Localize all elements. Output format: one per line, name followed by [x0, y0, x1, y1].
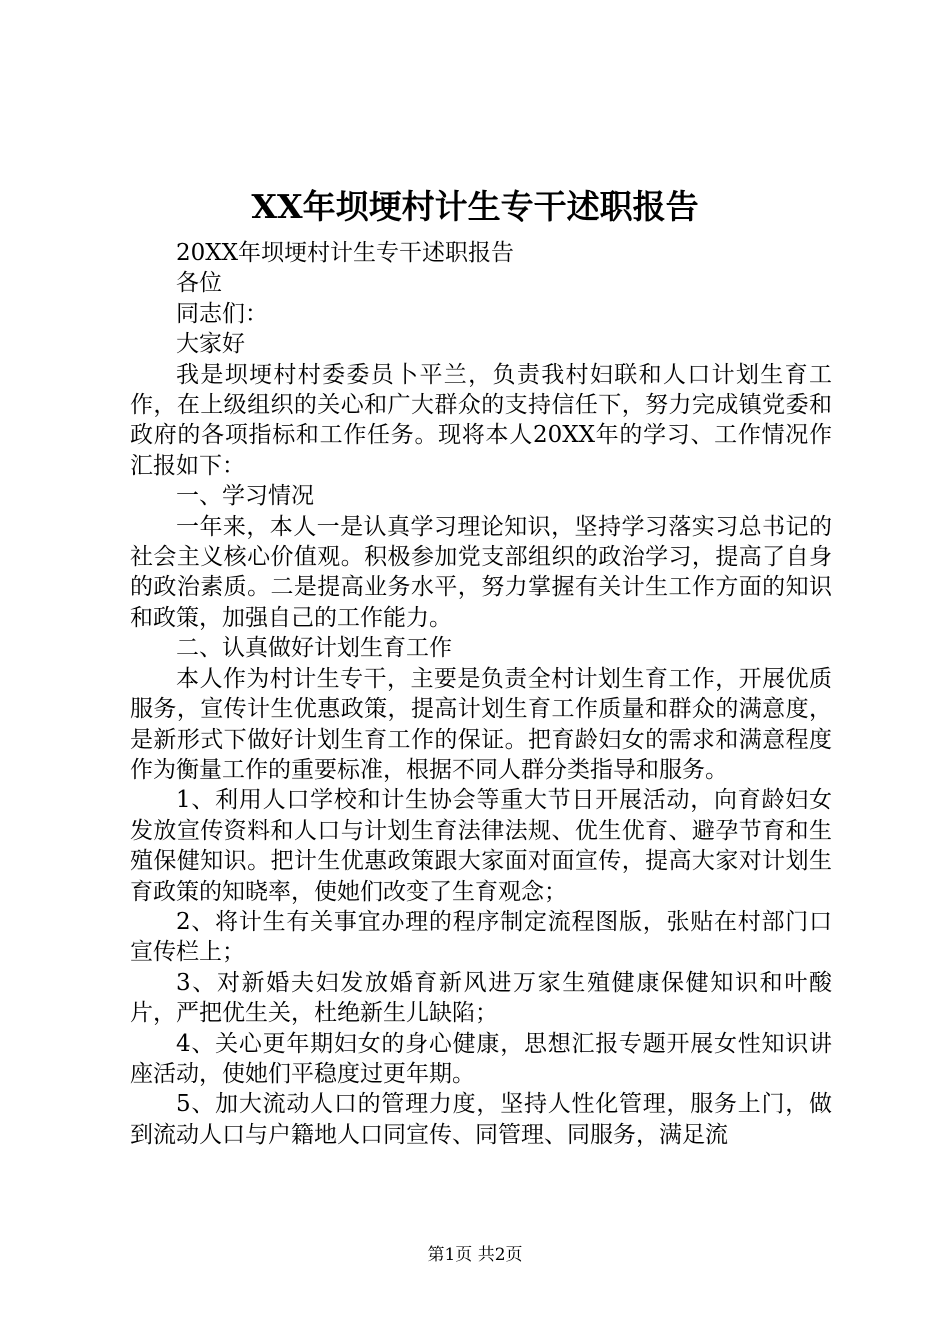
list-item: 1、利用人口学校和计生协会等重大节日开展活动，向育龄妇女发放宣传资料和人口与计划生育法律法规、优生优育、避孕节育和生殖保健知识。把计生优惠政策跟大家面对面宣传，提高大家对计划生育政策的知晓率，使她们改变了生育观念；	[130, 787, 832, 905]
subtitle-paragraph: 20XX年坝埂村计生专干述职报告	[176, 240, 515, 266]
list-item: 4、关心更年期妇女的身心健康，思想汇报专题开展女性知识讲座活动，使她们平稳度过更年期。	[130, 1030, 832, 1087]
intro-paragraph: 我是坝埂村村委委员卜平兰，负责我村妇联和人口计划生育工作，在上级组织的关心和广大群众的支持信任下，努力完成镇党委和政府的各项指标和工作任务。现将本人20XX年的学习、工作情况作汇报如下：	[130, 361, 832, 479]
greeting-line: 大家好	[176, 331, 245, 358]
list-item: 5、加大流动人口的管理力度，坚持人性化管理，服务上门，做到流动人口与户籍地人口同宣传、同管理、同服务，满足流	[130, 1091, 832, 1148]
document-body	[130, 238, 832, 1150]
body-paragraph: 本人作为村计生专干，主要是负责全村计划生育工作，开展优质服务，宣传计生优惠政策，提高计划生育工作质量和群众的满意度，是新形式下做好计划生育工作的保证。把育龄妇女的需求和满意程度作为衡量工作的重要标准，根据不同人群分类指导和服务。	[130, 665, 832, 783]
document-title: XX年坝埂村计生专干述职报告	[251, 187, 699, 226]
salutation-line: 同志们：	[176, 300, 268, 327]
section-heading: 二、认真做好计划生育工作	[176, 635, 452, 662]
section-heading: 一、学习情况	[176, 483, 314, 510]
page-number-footer: 第1页 共2页	[427, 1245, 523, 1265]
list-item: 3、对新婚夫妇发放婚育新风进万家生殖健康保健知识和叶酸片，严把优生关，杜绝新生儿缺陷；	[130, 969, 832, 1027]
list-item: 2、将计生有关事宜办理的程序制定流程图版，张贴在村部门口宣传栏上；	[130, 908, 832, 966]
body-paragraph: 一年来，本人一是认真学习理论知识，坚持学习落实习总书记的社会主义核心价值观。积极参加党支部组织的政治学习，提高了自身的政治素质。二是提高业务水平，努力掌握有关计生工作方面的知识和政策，加强自己的工作能力。	[130, 513, 832, 631]
salutation-line: 各位	[176, 270, 222, 297]
